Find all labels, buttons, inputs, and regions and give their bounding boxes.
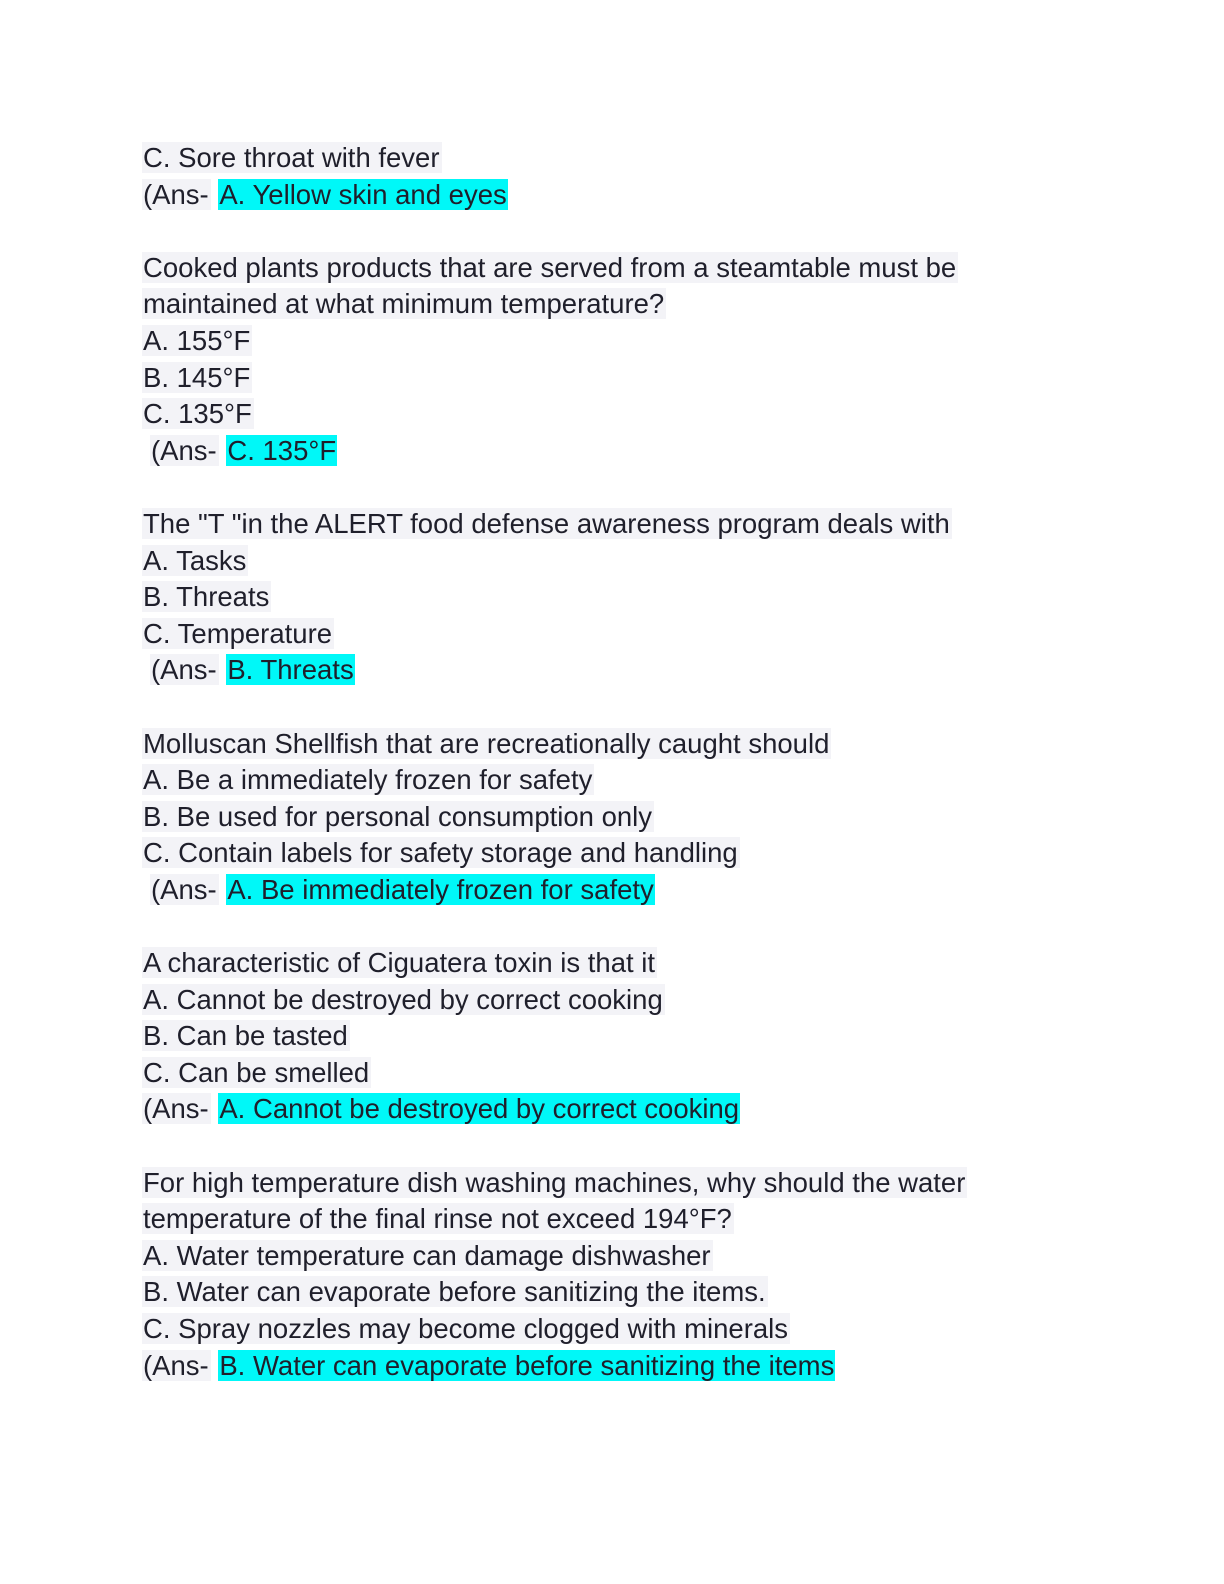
option-b: B. Can be tasted [143, 1020, 348, 1052]
spacer [142, 689, 1042, 726]
option-a: A. 155°F [143, 324, 251, 356]
option-c: C. Can be smelled [143, 1056, 370, 1088]
answer-prefix: (Ans- [151, 434, 217, 466]
answer-highlight: C. 135°F [227, 434, 337, 466]
question-block [142, 726, 1042, 909]
question-text: Molluscan Shellfish that are recreationally caught should [143, 727, 830, 759]
answer-highlight: A. Cannot be destroyed by correct cooking [219, 1093, 740, 1125]
option-c: C. 135°F [143, 398, 252, 430]
question-block [142, 1165, 1042, 1385]
question-text: temperature of the final rinse not exceed 194°F? [143, 1203, 732, 1235]
answer-prefix: (Ans- [143, 178, 209, 210]
question-block [142, 250, 1042, 470]
question-text: maintained at what minimum temperature? [143, 288, 665, 320]
option-b: B. 145°F [143, 361, 251, 393]
answer-highlight: A. Yellow skin and eyes [219, 178, 507, 210]
question-text: For high temperature dish washing machines, why should the water [143, 1166, 966, 1198]
answer-prefix: (Ans- [143, 1349, 209, 1381]
option-a: A. Tasks [143, 544, 247, 576]
answer-prefix: (Ans- [143, 1093, 209, 1125]
question-block [142, 945, 1042, 1128]
option-a: A. Water temperature can damage dishwasher [143, 1239, 711, 1271]
question-text: A characteristic of Ciguatera toxin is that it [143, 947, 656, 979]
option-c: C. Spray nozzles may become clogged with minerals [143, 1313, 789, 1344]
answer-prefix: (Ans- [151, 654, 217, 686]
option-b: B. Threats [143, 581, 270, 613]
answer-prefix: (Ans- [151, 873, 217, 905]
question-block [142, 506, 1042, 689]
option-a: A. Cannot be destroyed by correct cooking [143, 983, 663, 1015]
question-text: Cooked plants products that are served from a steamtable must be [143, 251, 957, 283]
document-page [142, 140, 1042, 1384]
answer-highlight: A. Be immediately frozen for safety [227, 873, 654, 905]
answer-highlight: B. Water can evaporate before sanitizing the items [219, 1349, 835, 1381]
answer-highlight: B. Threats [227, 654, 354, 686]
spacer [142, 1128, 1042, 1165]
spacer [142, 213, 1042, 250]
option-b: B. Water can evaporate before sanitizing the items. [143, 1276, 766, 1308]
question-text: The "T "in the ALERT food defense awareness program deals with [143, 507, 950, 539]
spacer [142, 469, 1042, 506]
question-fragment [142, 140, 1042, 213]
spacer [142, 908, 1042, 945]
option-a: A. Be a immediately frozen for safety [143, 764, 593, 796]
option-c: C. Temperature [143, 617, 333, 649]
option-b: B. Be used for personal consumption only [143, 800, 653, 832]
option-c: C. Contain labels for safety storage and handling [143, 837, 738, 869]
option-c: C. Sore throat with fever [143, 142, 440, 173]
